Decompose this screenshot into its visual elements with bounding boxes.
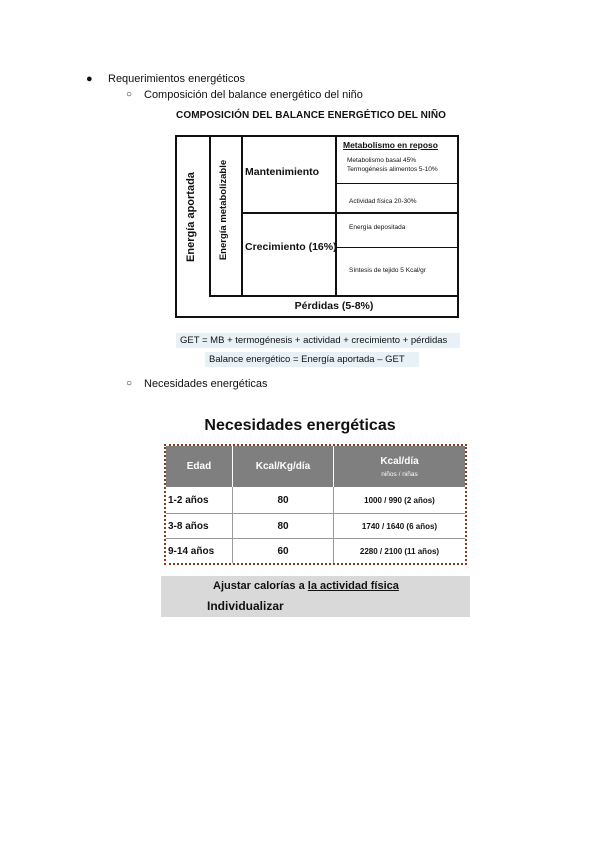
header-edad: Edad [166, 446, 232, 487]
bullet-dot-icon: ● [86, 73, 93, 85]
divider [209, 295, 459, 297]
label-crecimiento: Crecimiento (16%) [245, 241, 337, 253]
circle-bullet-icon: ○ [126, 378, 133, 389]
divider [241, 137, 243, 297]
nota-linea-1 [213, 580, 399, 592]
table-cell-edad: 9-14 años [168, 545, 215, 557]
label-actividad-fisica: Actividad física 20-30% [349, 198, 417, 205]
formula-get: GET = MB + termogénesis + actividad + crecimiento + pérdidas [176, 333, 460, 348]
label-metabolismo-reposo: Metabolismo en reposo [343, 140, 438, 150]
label-sintesis-tejido: Síntesis de tejido 5 Kcal/gr [349, 267, 426, 274]
sub-bullet-text: Composición del balance energético del niño [144, 89, 363, 101]
label-metabolismo-basal: Metabolismo basal 45% [347, 157, 417, 164]
bullet-text: Requerimientos energéticos [108, 73, 245, 85]
table-cell-kcal-dia: 1000 / 990 (2 años) [364, 495, 435, 505]
header-kcal-dia-sub: niños / niñas [381, 470, 418, 478]
divider [335, 183, 459, 184]
label-mantenimiento: Mantenimiento [245, 166, 320, 178]
divider [335, 137, 337, 297]
necesidades-table [164, 444, 467, 565]
circle-bullet-icon: ○ [126, 89, 133, 100]
formula-balance: Balance energético = Energía aportada – GET [205, 352, 419, 367]
sub-bullet-text: Necesidades energéticas [144, 378, 268, 390]
divider [209, 137, 211, 297]
figure-title-necesidades: Necesidades energéticas [204, 417, 396, 434]
nota-prefijo: Ajustar calorías a [213, 580, 308, 592]
figure-title-balance: COMPOSICIÓN DEL BALANCE ENERGÉTICO DEL NIÑO [176, 110, 447, 121]
table-cell-kcal-kg: 80 [277, 520, 289, 532]
divider [241, 212, 459, 214]
label-energia-aportada: Energía aportada [185, 172, 197, 262]
table-cell-kcal-kg: 60 [277, 545, 289, 557]
label-energia-depositada: Energía depositada [349, 224, 406, 231]
table-cell-edad: 1-2 años [168, 494, 209, 506]
nota-actividad-fisica: la actividad física [307, 580, 399, 592]
balance-diagram [175, 135, 459, 318]
table-cell-kcal-dia: 1740 / 1640 (6 años) [361, 521, 438, 531]
header-kcal-dia-label: Kcal/día [380, 455, 419, 467]
table-cell-kcal-dia: 2280 / 2100 (11 años) [359, 546, 440, 556]
label-perdidas: Pérdidas (5-8%) [294, 300, 374, 312]
label-termogenesis: Termogénesis alimentos 5-10% [347, 166, 438, 173]
table-cell-edad: 3-8 años [168, 520, 209, 532]
divider [335, 247, 459, 248]
nota-individualizar: Individualizar [207, 599, 284, 613]
header-kcal-kg: Kcal/Kg/día [233, 446, 333, 487]
table-cell-kcal-kg: 80 [277, 494, 289, 506]
header-kcal-dia [334, 446, 465, 487]
nota-ajuste [161, 576, 470, 617]
label-energia-metabolizable: Energía metabolizable [218, 159, 229, 261]
